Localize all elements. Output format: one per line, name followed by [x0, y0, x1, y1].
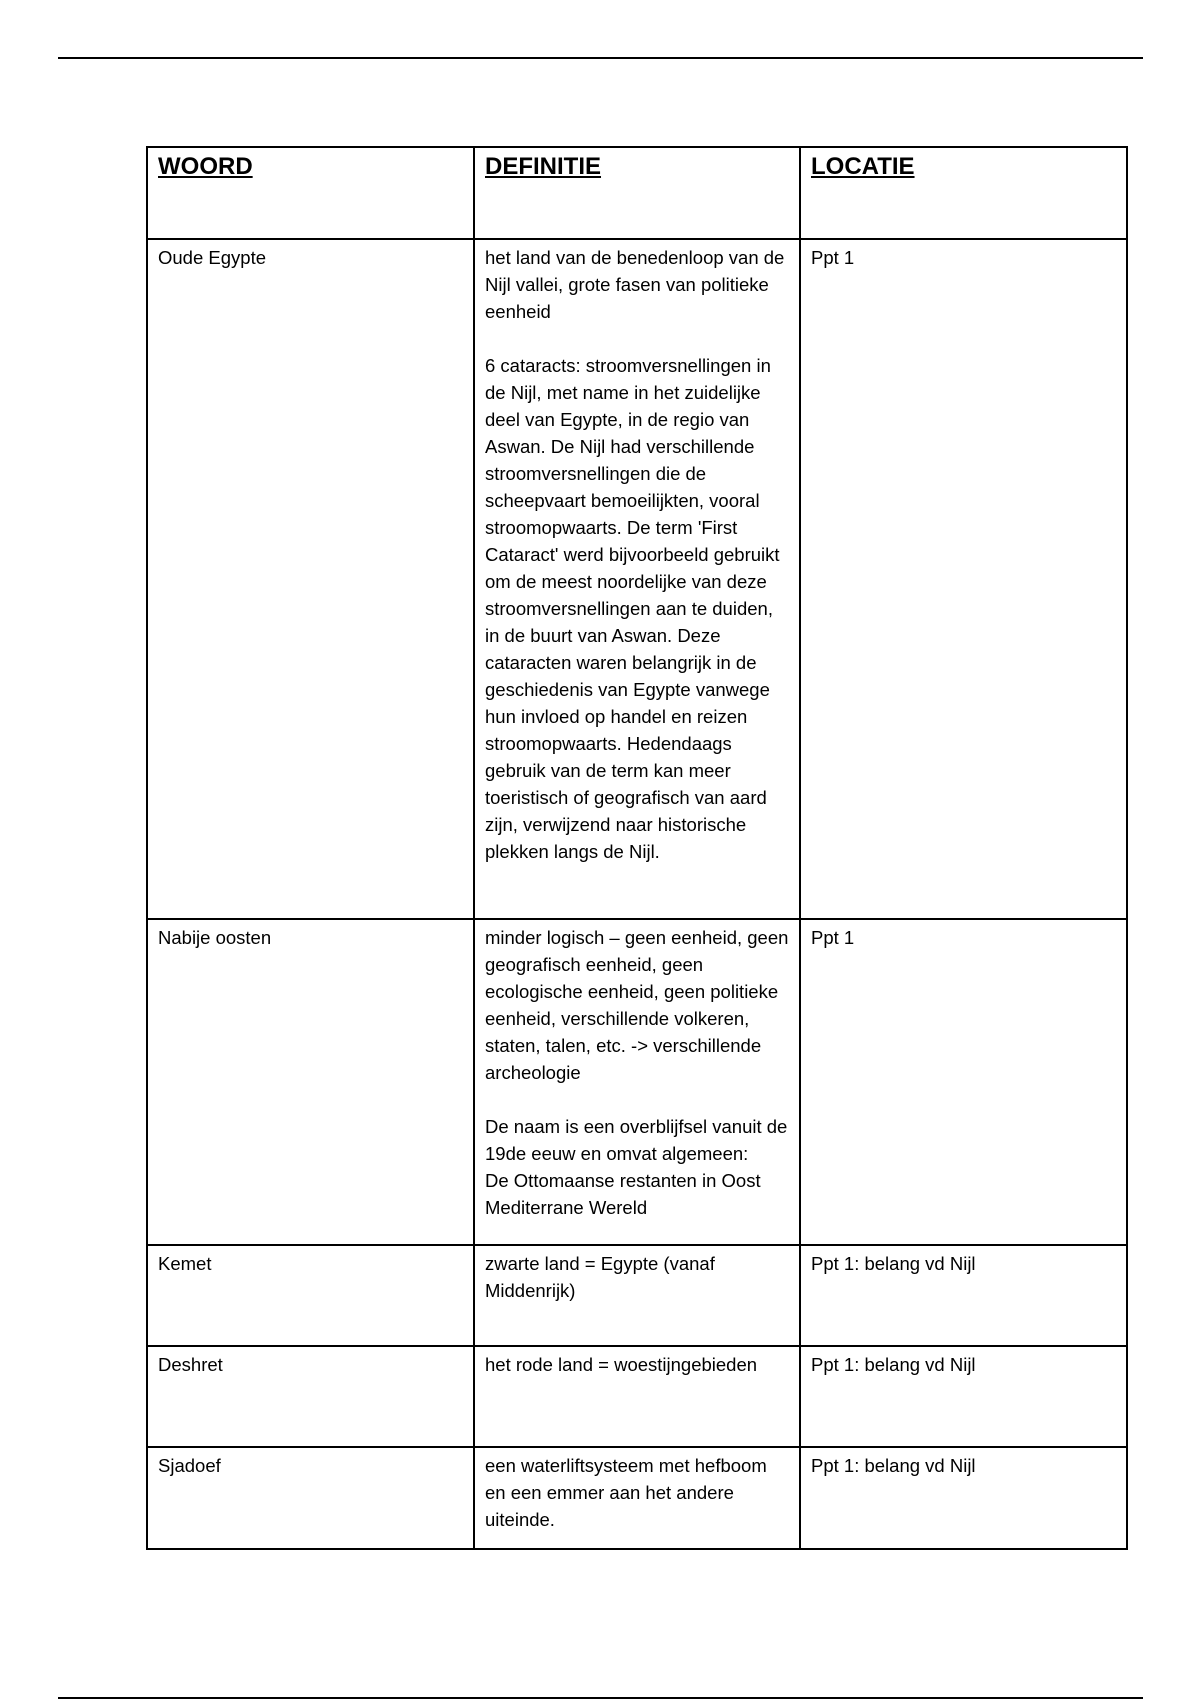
header-location: LOCATIE — [800, 147, 1127, 239]
header-word: WOORD — [147, 147, 474, 239]
location-cell: Ppt 1: belang vd Nijl — [800, 1346, 1127, 1447]
footer-rule — [58, 1697, 1143, 1699]
word-cell: Nabije oosten — [147, 919, 474, 1245]
definition-cell: het land van de benedenloop van de Nijl vallei, grote fasen van politieke eenheid 6 cataracts: stroomversnellingen in de Nijl, met name in het zuidelijke deel van Egypte, in de regio van Aswan. De Nijl had verschillende stroomversnellingen die de scheepvaart bemoeilijkten, vooral stroomopwaarts. De term 'First Cataract' werd bijvoorbeeld gebruikt om de meest noordelijke van deze stroomversnellingen aan te duiden, in de buurt van Aswan. Deze cataracten waren belangrijk in de geschiedenis van Egypte vanwege hun invloed op handel en reizen stroomopwaarts. Hedendaags gebruik van de term kan meer toeristisch of geografisch van aard zijn, verwijzend naar historische plekken langs de Nijl. — [474, 239, 800, 919]
location-cell: Ppt 1: belang vd Nijl — [800, 1245, 1127, 1346]
table-row — [147, 239, 1127, 919]
location-cell: Ppt 1 — [800, 919, 1127, 1245]
definition-cell: het rode land = woestijngebieden — [474, 1346, 800, 1447]
definition-cell: minder logisch – geen eenheid, geen geografisch eenheid, geen ecologische eenheid, geen politieke eenheid, verschillende volkeren, staten, talen, etc. -> verschillende archeologie De naam is een overblijfsel vanuit de 19de eeuw en omvat algemeen: De Ottomaanse restanten in Oost Mediterrane Wereld — [474, 919, 800, 1245]
table-header-row — [147, 147, 1127, 239]
location-cell: Ppt 1 — [800, 239, 1127, 919]
table-row — [147, 1346, 1127, 1447]
word-cell: Oude Egypte — [147, 239, 474, 919]
table-row — [147, 1447, 1127, 1549]
table-row — [147, 1245, 1127, 1346]
definition-cell: een waterliftsysteem met hefboom en een emmer aan het andere uiteinde. — [474, 1447, 800, 1549]
word-cell: Deshret — [147, 1346, 474, 1447]
word-cell: Sjadoef — [147, 1447, 474, 1549]
definition-cell: zwarte land = Egypte (vanaf Middenrijk) — [474, 1245, 800, 1346]
word-cell: Kemet — [147, 1245, 474, 1346]
vocabulary-table — [146, 146, 1128, 1550]
location-cell: Ppt 1: belang vd Nijl — [800, 1447, 1127, 1549]
table-row — [147, 919, 1127, 1245]
header-rule — [58, 57, 1143, 59]
header-definition: DEFINITIE — [474, 147, 800, 239]
